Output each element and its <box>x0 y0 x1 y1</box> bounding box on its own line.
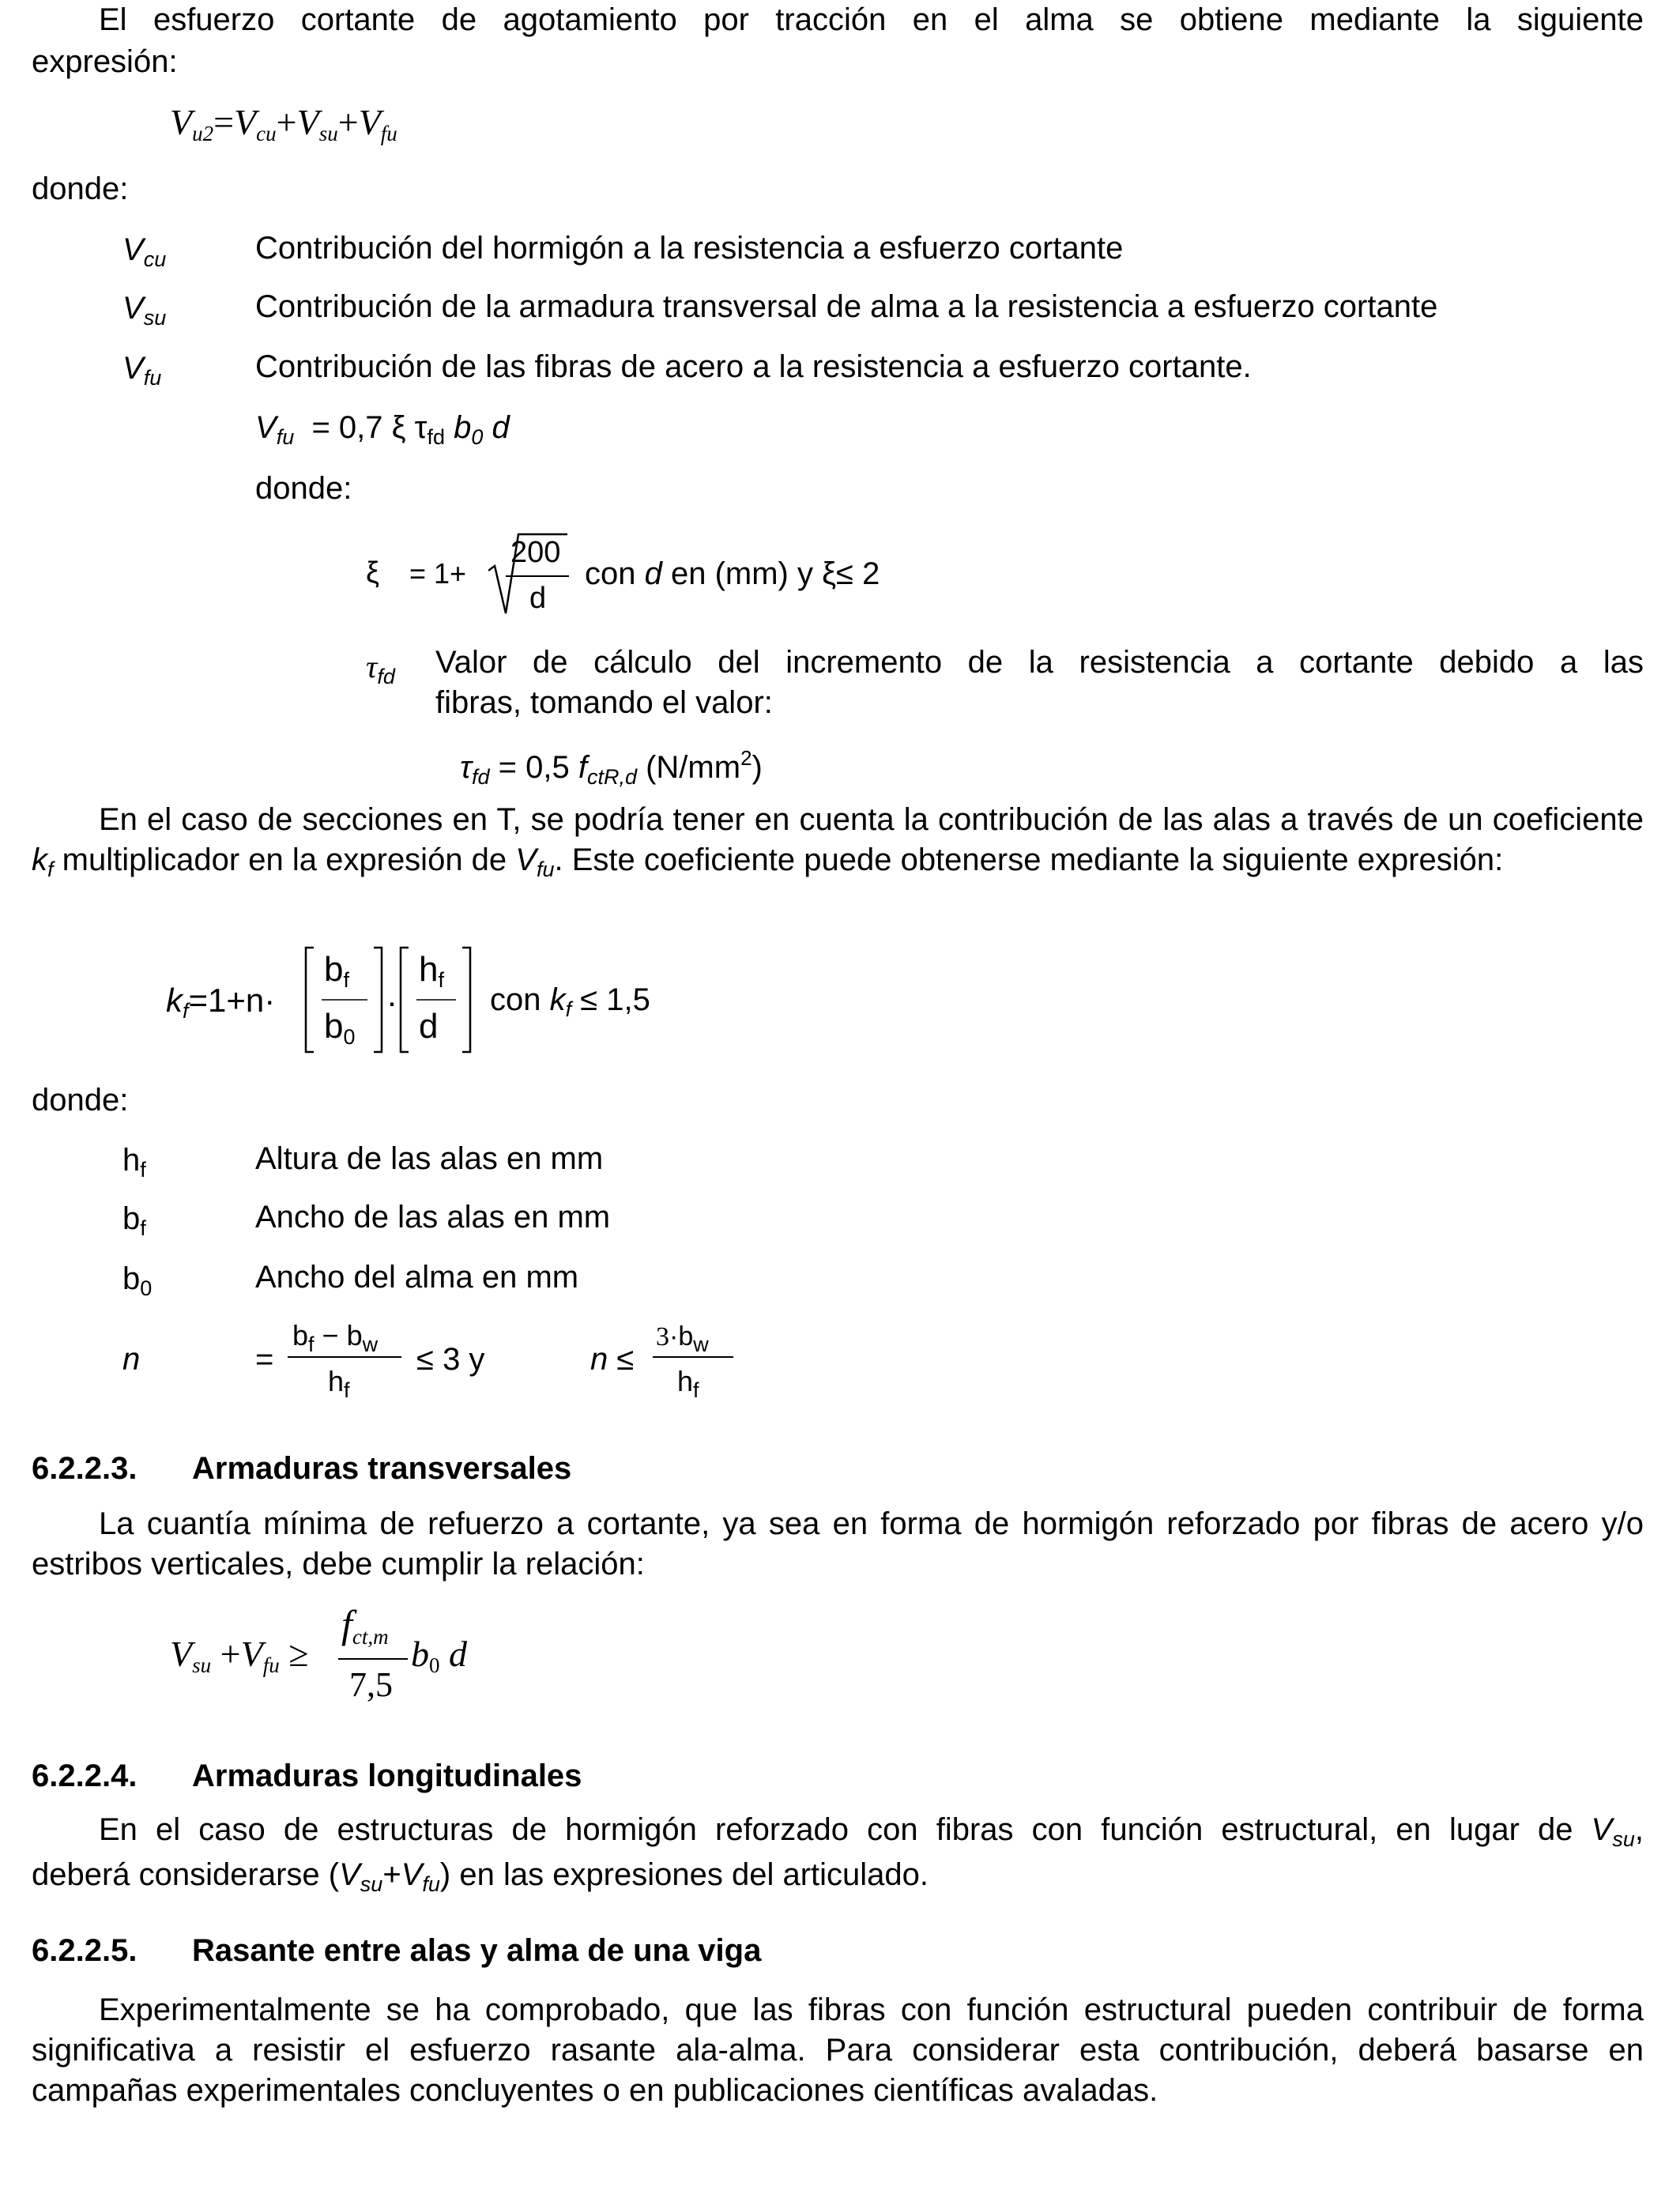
eqmin-b: b <box>411 1634 429 1674</box>
donde-label-1: donde: <box>32 172 129 206</box>
def-hf-desc: Altura de las alas en mm <box>255 1141 604 1176</box>
section-6-2-2-4-line2 <box>32 1859 929 1895</box>
p4-v3-sub: fu <box>422 1872 440 1896</box>
n-num-sub: f <box>308 1333 315 1356</box>
p4-v2: V <box>339 1857 360 1892</box>
def-vcu-desc: Contribución del hormigón a la resistencia a esfuerzo cortante <box>255 231 1124 266</box>
tau-def-symbol <box>366 651 395 688</box>
donde-label-3: donde: <box>32 1083 129 1118</box>
eqmin-v1-sub: su <box>192 1653 212 1677</box>
eq-tau-unit2: ) <box>751 750 763 785</box>
p-t-a: En el caso de secciones en T, se podría tener en cuenta la contribución de las alas a través de un coeficiente <box>99 802 1644 837</box>
n-eq: = <box>255 1342 274 1377</box>
eq-tau-eq: = 0,5 <box>498 750 578 785</box>
xi-frac-bar <box>506 575 569 577</box>
n-num1 <box>292 1321 378 1355</box>
def-bf-sub: f <box>140 1216 146 1240</box>
def-hf-sym: h <box>122 1143 141 1178</box>
eq-vu2-lhs-sub: u2 <box>192 122 214 145</box>
p4-a: En el caso de estructuras de hormigón reforzado con fibras con función estructural, en lugar de <box>99 1812 1591 1847</box>
xi-den: d <box>529 582 547 615</box>
def-hf-sub: f <box>140 1158 146 1182</box>
kf-num1 <box>324 952 349 991</box>
xi-symbol: ξ <box>366 556 380 590</box>
eq-tau-sub: fd <box>471 765 490 789</box>
p4-v-sub: su <box>1612 1827 1635 1851</box>
kf-num2 <box>419 952 444 991</box>
kf-k-sub: f <box>183 999 189 1023</box>
kf-tail2: ≤ 1,5 <box>571 982 650 1017</box>
eqmin-den: 7,5 <box>349 1665 393 1704</box>
kf-d1: b <box>324 1007 344 1046</box>
eq-vu2-t3: V <box>358 102 381 142</box>
eqmin-plus: + <box>220 1634 241 1674</box>
p-t-c: . Este coeficiente puede obtenerse mediante la siguiente expresión: <box>554 843 1504 877</box>
intro-line-1: El esfuerzo cortante de agotamiento por tracción en el alma se obtiene mediante la siguiente <box>99 2 1644 37</box>
eqmin-v2-sub: fu <box>262 1653 280 1677</box>
n-den-sub: f <box>344 1378 350 1402</box>
eq-vu2-t3-sub: fu <box>380 122 397 145</box>
def-vsu-sub: su <box>143 306 167 330</box>
eq-vfu-tau-sub: fd <box>427 425 445 449</box>
n-num2a: 3 <box>656 1322 669 1351</box>
kf-tk-sub: f <box>565 997 572 1021</box>
section-6-2-2-5-number: 6.2.2.5. <box>32 1933 137 1968</box>
xi-tail2: en (mm) y ξ≤ 2 <box>661 556 880 591</box>
kf-tk: k <box>549 982 566 1017</box>
eqmin-v1: V <box>170 1634 193 1674</box>
n-den-h: h <box>328 1365 345 1397</box>
def-b0-sub: 0 <box>140 1276 153 1300</box>
eqmin-num-f: f <box>341 1602 352 1646</box>
equation-vu2 <box>170 104 397 145</box>
n-den2-h: h <box>677 1365 694 1397</box>
t-section-paragraph <box>32 800 1644 890</box>
eq-vu2-t2: V <box>296 102 319 142</box>
kf-n1-sub: f <box>343 968 349 992</box>
n-den2-sub: f <box>693 1378 699 1402</box>
p4-v2-sub: su <box>360 1872 383 1896</box>
xi-num: 200 <box>510 536 561 569</box>
eqmin-b-sub: 0 <box>429 1653 440 1677</box>
n-den1 <box>328 1367 350 1401</box>
eq-tau-sym: τ <box>460 750 472 785</box>
kf-d1-sub: 0 <box>343 1025 356 1049</box>
def-vcu-symbol <box>122 234 166 270</box>
def-hf-symbol <box>122 1144 146 1181</box>
kf-n1: b <box>324 950 344 989</box>
p-t-k: k <box>32 843 47 877</box>
p4-l2b: ) en las expresiones del articulado. <box>439 1857 929 1892</box>
def-vsu-symbol <box>122 292 166 329</box>
eqmin-tail <box>411 1636 467 1676</box>
n2-symbol <box>590 1344 634 1375</box>
def-b0-desc: Ancho del alma en mm <box>255 1260 579 1295</box>
eqmin-num-sub: ct,m <box>352 1625 389 1649</box>
p4-v3: V <box>401 1857 423 1892</box>
kf-condition <box>490 984 650 1020</box>
eq-tau-unit1: (N/mm <box>636 750 741 785</box>
eq-vfu-b: b <box>454 410 472 445</box>
eq-vfu-sym: V <box>255 410 277 445</box>
section-6-2-2-3-title: Armaduras transversales <box>192 1451 572 1486</box>
p4-l2a: deberá considerarse ( <box>32 1857 340 1892</box>
def-bf-desc: Ancho de las alas en mm <box>255 1200 611 1235</box>
tau-def-line2: fibras, tomando el valor: <box>435 685 773 720</box>
eq-vfu-b-sub: 0 <box>471 425 484 449</box>
n-frac-bar-2 <box>653 1356 733 1358</box>
p-t-b: multiplicador en la expresión de <box>53 843 516 877</box>
def-bf-sym: b <box>122 1201 141 1236</box>
xi-tail-d: d <box>644 556 662 591</box>
n-num2b: ·b <box>669 1321 694 1351</box>
donde-label-2: donde: <box>255 471 352 506</box>
eqmin-frac-bar <box>338 1658 408 1660</box>
def-vfu-desc: Contribución de las fibras de acero a la resistencia a esfuerzo cortante. <box>255 349 1252 384</box>
kf-den2: d <box>419 1007 439 1046</box>
eq-vu2-lhs: V <box>170 102 193 142</box>
section-6-2-2-3-number: 6.2.2.3. <box>32 1451 137 1486</box>
def-vfu-sub: fu <box>143 366 162 390</box>
eqmin-ge: ≥ <box>288 1634 309 1674</box>
equation-min-reinforcement <box>170 1636 308 1676</box>
eq-vu2-plus2: + <box>337 102 359 142</box>
xi-tail1: con <box>585 556 645 591</box>
n-frac-bar-1 <box>288 1356 401 1358</box>
section-6-2-2-4-number: 6.2.2.4. <box>32 1759 137 1793</box>
eq-vu2-plus1: + <box>276 102 297 142</box>
eq-vfu-rhs: = 0,7 ξ τ <box>311 410 428 445</box>
n-num-sub2: w <box>362 1333 379 1356</box>
eq-tau-unit-sup: 2 <box>740 746 752 770</box>
tau-def-sym: τ <box>366 649 378 684</box>
intro-line-2: expresión: <box>32 44 178 79</box>
def-vcu-sub: cu <box>143 247 167 271</box>
eq-tau-f-sub: ctR,d <box>586 765 637 789</box>
section-6-2-2-5-title: Rasante entre alas y alma de una viga <box>192 1933 762 1968</box>
n-condition: ≤ 3 y <box>416 1342 485 1377</box>
section-6-2-2-4-title: Armaduras longitudinales <box>192 1759 582 1793</box>
def-b0-sym: b <box>122 1261 141 1296</box>
eqmin-num <box>341 1604 389 1648</box>
eq-vu2-t1-sub: cu <box>256 122 277 145</box>
eq-vu2-t1: V <box>234 102 257 142</box>
p-t-v: V <box>515 843 537 877</box>
equation-tau <box>460 748 763 788</box>
n-symbol: n <box>122 1342 141 1377</box>
equation-vfu <box>255 412 510 448</box>
n-num2-sub: w <box>693 1333 709 1356</box>
def-vfu-sym: V <box>122 351 144 386</box>
section-6-2-2-3-paragraph: La cuantía mínima de refuerzo a cortante, ya sea en forma de hormigón reforzado por fibras de acero y/o estribos verticales, debe cumplir la relación: <box>32 1506 1644 1581</box>
def-b0-symbol <box>122 1263 152 1299</box>
p-t-k-sub: f <box>47 858 54 881</box>
eq-vfu-d: d <box>492 410 510 445</box>
kf-dot: · <box>386 983 397 1020</box>
kf-n2: h <box>419 950 439 989</box>
p-t-v-sub: fu <box>536 858 555 881</box>
xi-eq: = 1+ <box>409 557 467 590</box>
def-vsu-sym: V <box>122 291 144 326</box>
intro-paragraph <box>32 0 1644 40</box>
section-6-2-2-5-paragraph: Experimentalmente se ha comprobado, que las fibras con función estructural pueden contribuir de forma significativa a resistir el esfuerzo rasante ala-alma. Para considerar esta contribución, deberá basarse en campañas experimentales concluyentes o en publicaciones científicas avaladas. <box>32 1992 1644 2108</box>
n-den2 <box>677 1367 699 1401</box>
def-vcu-sym: V <box>122 232 144 267</box>
kf-n2-sub: f <box>438 968 444 992</box>
eqmin-d: d <box>449 1634 467 1674</box>
kf-eq: =1+n· <box>188 982 276 1019</box>
kf-k: k <box>166 982 183 1019</box>
section-6-2-2-4-line1 <box>32 1810 1644 1860</box>
eqmin-v2: V <box>240 1634 263 1674</box>
tau-def-sub: fd <box>377 665 395 688</box>
kf-lhs <box>166 984 275 1022</box>
tau-def-line1 <box>435 647 1644 678</box>
eq-vu2-eq: = <box>213 102 235 142</box>
xi-condition <box>585 558 880 590</box>
n2-le: ≤ <box>616 1342 635 1377</box>
def-vfu-symbol <box>122 352 161 389</box>
n-minus: − b <box>314 1319 363 1351</box>
eq-tau-f: f <box>578 750 587 785</box>
kf-tail: con <box>490 982 550 1017</box>
tau-def-line1-text: Valor de cálculo del incremento de la resistencia a cortante debido a las <box>435 645 1644 680</box>
def-bf-symbol <box>122 1203 146 1239</box>
n2-n: n <box>590 1342 608 1377</box>
kf-den1 <box>324 1009 356 1048</box>
def-vsu-desc: Contribución de la armadura transversal de alma a la resistencia a esfuerzo cortante <box>255 289 1438 324</box>
n-num2 <box>656 1323 709 1355</box>
p4-plus: + <box>382 1857 401 1892</box>
eq-vfu-sub: fu <box>276 425 295 449</box>
n-num-b: b <box>292 1319 309 1351</box>
p4-b: , <box>1634 1812 1644 1847</box>
eq-vu2-t2-sub: su <box>318 122 338 145</box>
p4-v: V <box>1591 1812 1613 1847</box>
